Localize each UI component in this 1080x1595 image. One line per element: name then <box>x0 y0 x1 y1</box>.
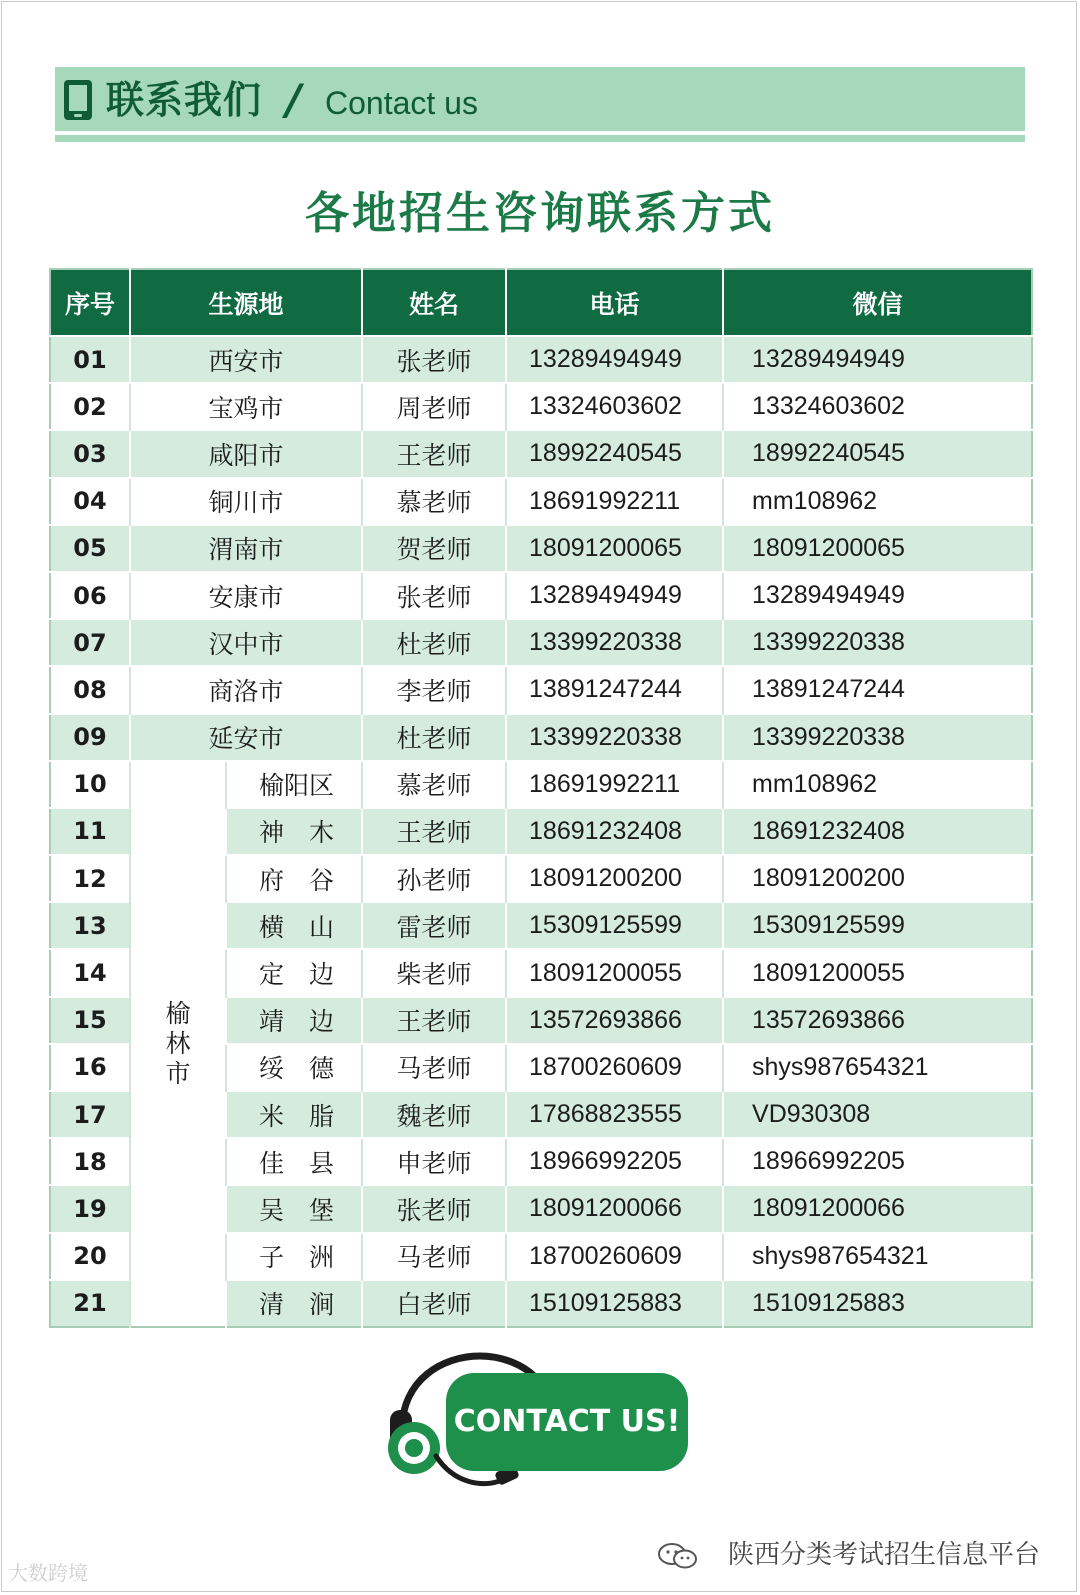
phone-number: 13289494949 <box>506 336 723 383</box>
wechat-id: 18091200055 <box>723 949 1032 996</box>
contact-name: 贺老师 <box>362 525 506 572</box>
row-number: 05 <box>50 525 130 572</box>
phone-number: 18700260609 <box>506 1233 723 1280</box>
contact-name: 马老师 <box>362 1233 506 1280</box>
table-row <box>50 761 1032 808</box>
phone-number: 13399220338 <box>506 714 723 761</box>
phone-number: 18091200055 <box>506 949 723 996</box>
origin-city: 宝鸡市 <box>130 383 362 430</box>
phone-number: 18966992205 <box>506 1138 723 1185</box>
phone-number: 13891247244 <box>506 666 723 713</box>
header-underline <box>55 135 1025 142</box>
wechat-id: 18091200065 <box>723 525 1032 572</box>
phone-number: 18691992211 <box>506 478 723 525</box>
contact-name: 孙老师 <box>362 855 506 902</box>
table-row <box>50 430 1032 477</box>
phone-number: 18691992211 <box>506 761 723 808</box>
contact-name: 马老师 <box>362 1044 506 1091</box>
origin-district: 横 山 <box>226 902 362 949</box>
origin-district: 清 涧 <box>226 1280 362 1327</box>
contact-name: 柴老师 <box>362 949 506 996</box>
page-title: 各地招生咨询联系方式 <box>305 188 775 239</box>
merged-city-label: 榆林市 <box>165 999 191 1088</box>
origin-city: 商洛市 <box>130 666 362 713</box>
row-number: 10 <box>50 761 130 808</box>
phone-number: 18992240545 <box>506 430 723 477</box>
wechat-id: 13289494949 <box>723 336 1032 383</box>
row-number: 14 <box>50 949 130 996</box>
phone-icon <box>62 79 94 121</box>
contact-name: 王老师 <box>362 997 506 1044</box>
col-header-no: 序号 <box>50 269 130 336</box>
wechat-id: 13324603602 <box>723 383 1032 430</box>
watermark: 大数跨境 <box>8 1561 88 1585</box>
origin-city: 西安市 <box>130 336 362 383</box>
origin-district: 府 谷 <box>226 855 362 902</box>
origin-city: 咸阳市 <box>130 430 362 477</box>
contact-name: 张老师 <box>362 336 506 383</box>
contact-name: 雷老师 <box>362 902 506 949</box>
row-number: 18 <box>50 1138 130 1185</box>
contact-name: 李老师 <box>362 666 506 713</box>
origin-city: 汉中市 <box>130 619 362 666</box>
contact-name: 申老师 <box>362 1138 506 1185</box>
wechat-id: 18691232408 <box>723 808 1032 855</box>
row-number: 06 <box>50 572 130 619</box>
contact-name: 张老师 <box>362 1185 506 1232</box>
wechat-id: 18966992205 <box>723 1138 1032 1185</box>
origin-district: 子 洲 <box>226 1233 362 1280</box>
row-number: 03 <box>50 430 130 477</box>
wechat-id: 15309125599 <box>723 902 1032 949</box>
phone-number: 18091200066 <box>506 1185 723 1232</box>
footer-brand: 陕西分类考试招生信息平台 <box>727 1540 1040 1570</box>
header-slash: / <box>286 75 302 124</box>
table-row <box>50 714 1032 761</box>
wechat-id: mm108962 <box>723 761 1032 808</box>
wechat-id: 13891247244 <box>723 666 1032 713</box>
origin-district: 米 脂 <box>226 1091 362 1138</box>
phone-number: 15309125599 <box>506 902 723 949</box>
row-number: 07 <box>50 619 130 666</box>
contact-name: 慕老师 <box>362 761 506 808</box>
col-header-name: 姓名 <box>362 269 506 336</box>
wechat-id: 18091200066 <box>723 1185 1032 1232</box>
origin-district: 神 木 <box>226 808 362 855</box>
table-row <box>50 525 1032 572</box>
contact-table <box>49 268 1033 1328</box>
origin-district: 靖 边 <box>226 997 362 1044</box>
wechat-id: VD930308 <box>723 1091 1032 1138</box>
phone-number: 17868823555 <box>506 1091 723 1138</box>
contact-name: 慕老师 <box>362 478 506 525</box>
phone-number: 18691232408 <box>506 808 723 855</box>
phone-number: 13289494949 <box>506 572 723 619</box>
phone-number: 13572693866 <box>506 997 723 1044</box>
wechat-id: 13399220338 <box>723 714 1032 761</box>
col-header-phone: 电话 <box>506 269 723 336</box>
phone-number: 18091200065 <box>506 525 723 572</box>
row-number: 20 <box>50 1233 130 1280</box>
table-row <box>50 572 1032 619</box>
contact-name: 王老师 <box>362 430 506 477</box>
wechat-id: shys987654321 <box>723 1233 1032 1280</box>
wechat-id: 15109125883 <box>723 1280 1032 1327</box>
origin-city: 安康市 <box>130 572 362 619</box>
row-number: 12 <box>50 855 130 902</box>
wechat-id: 13289494949 <box>723 572 1032 619</box>
header-title: 联系我们 <box>106 78 263 122</box>
table-row <box>50 383 1032 430</box>
phone-number: 13324603602 <box>506 383 723 430</box>
phone-number: 15109125883 <box>506 1280 723 1327</box>
row-number: 13 <box>50 902 130 949</box>
table-body <box>50 336 1032 1327</box>
table-header-row <box>50 269 1032 336</box>
row-number: 11 <box>50 808 130 855</box>
contact-name: 周老师 <box>362 383 506 430</box>
table-row <box>50 666 1032 713</box>
origin-city: 铜川市 <box>130 478 362 525</box>
contact-name: 王老师 <box>362 808 506 855</box>
phone-number: 13399220338 <box>506 619 723 666</box>
row-number: 01 <box>50 336 130 383</box>
wechat-id: mm108962 <box>723 478 1032 525</box>
table-row <box>50 336 1032 383</box>
origin-district: 佳 县 <box>226 1138 362 1185</box>
wechat-id: 18091200200 <box>723 855 1032 902</box>
row-number: 08 <box>50 666 130 713</box>
row-number: 16 <box>50 1044 130 1091</box>
contact-name: 张老师 <box>362 572 506 619</box>
contact-name: 魏老师 <box>362 1091 506 1138</box>
table-row <box>50 619 1032 666</box>
row-number: 04 <box>50 478 130 525</box>
header-title-en: Contact us <box>325 85 478 121</box>
contact-name: 白老师 <box>362 1280 506 1327</box>
phone-number: 18700260609 <box>506 1044 723 1091</box>
origin-district: 吴 堡 <box>226 1185 362 1232</box>
wechat-id: 13572693866 <box>723 997 1032 1044</box>
row-number: 17 <box>50 1091 130 1138</box>
origin-district: 绥 德 <box>226 1044 362 1091</box>
origin-city: 渭南市 <box>130 525 362 572</box>
row-number: 09 <box>50 714 130 761</box>
phone-number: 18091200200 <box>506 855 723 902</box>
origin-city-merged <box>130 761 226 1327</box>
contact-name: 杜老师 <box>362 714 506 761</box>
contact-name: 杜老师 <box>362 619 506 666</box>
table-row <box>50 478 1032 525</box>
wechat-id: 18992240545 <box>723 430 1032 477</box>
wechat-id: shys987654321 <box>723 1044 1032 1091</box>
col-header-wechat: 微信 <box>723 269 1032 336</box>
origin-district: 定 边 <box>226 949 362 996</box>
wechat-id: 13399220338 <box>723 619 1032 666</box>
contact-badge-label: CONTACT US! <box>453 1404 681 1439</box>
row-number: 19 <box>50 1185 130 1232</box>
row-number: 21 <box>50 1280 130 1327</box>
row-number: 15 <box>50 997 130 1044</box>
origin-district: 榆阳区 <box>226 761 362 808</box>
origin-city: 延安市 <box>130 714 362 761</box>
row-number: 02 <box>50 383 130 430</box>
col-header-origin: 生源地 <box>130 269 362 336</box>
wechat-icon <box>657 1542 699 1570</box>
